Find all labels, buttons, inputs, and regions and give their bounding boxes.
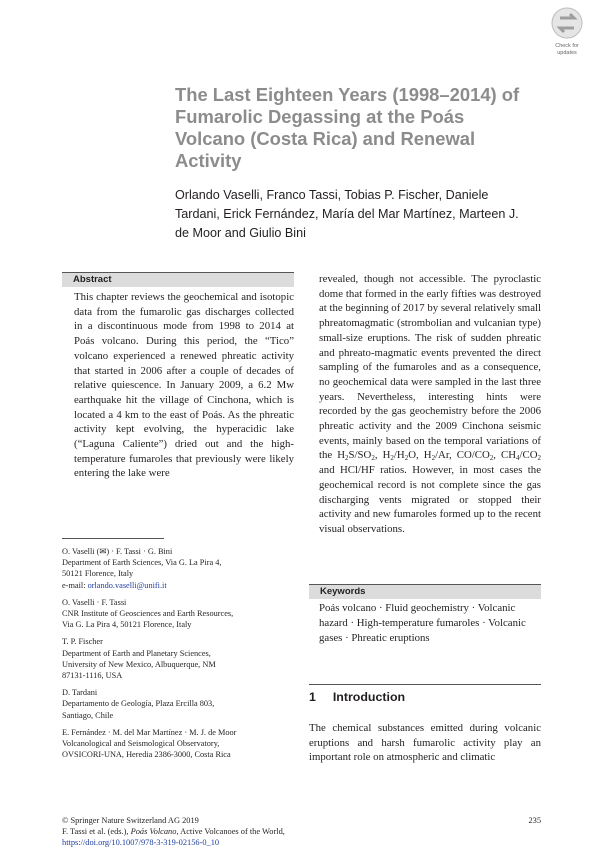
chapter-title: The Last Eighteen Years (1998–2014) of Fumarolic Degassing at the Poás Volcano (Costa Rica) and Renewal Activity xyxy=(175,84,520,171)
affiliation-line: OVSICORI-UNA, Heredia 2386-3000, Costa Rica xyxy=(62,750,231,760)
keywords-label: Keywords xyxy=(309,585,541,599)
affiliation-block-2 xyxy=(62,597,302,631)
affiliation-line: Volcanological and Seismological Observatory, xyxy=(62,739,220,749)
affiliation-block-4 xyxy=(62,687,302,721)
affiliation-authors-2: O. Vaselli · F. Tassi xyxy=(62,597,127,607)
badge-line-2: updates xyxy=(557,49,577,56)
affiliation-line: 50121 Florence, Italy xyxy=(62,569,134,579)
doi-link[interactable]: https://doi.org/10.1007/978-3-319-02156-0_10 xyxy=(62,838,220,848)
affiliation-line: Departamento de Geología, Plaza Ercilla 803, xyxy=(62,699,215,709)
citation xyxy=(62,826,482,837)
copyright: © Springer Nature Switzerland AG 2019 xyxy=(62,816,199,825)
section-heading xyxy=(309,690,405,704)
affiliation-block-3 xyxy=(62,636,302,681)
email-link[interactable]: orlando.vaselli@unifi.it xyxy=(87,580,167,590)
affiliation-line: CNR Institute of Geosciences and Earth Resources, xyxy=(62,609,234,619)
badge-line-1: Check for xyxy=(555,43,579,49)
keywords-list: Poás volcano · Fluid geochemistry · Volcanic hazard · High-temperature fumaroles · Volcanic gases · Phreatic eruptions xyxy=(319,602,526,644)
affiliation-line: University of New Mexico, Albuquerque, NM xyxy=(62,659,216,669)
abstract-right-part-a: revealed, though not accessible. The pyroclastic dome that formed in the early fifties was destroyed at the beginning of 2017 by several relatively small phreatomagmatic (strombolian and vulcanian type) small-size eruptions. The risk of sudden phreatic and phreato-magmatic events prevented the direct sampling of the fumaroles and as a consequence, no geochemical data were sampled in the last three years. Nevertheless, interesting hints were recorded by the gas geochemistry before the 2006 phreatic activity and the 2009 Cinchona seismic events, mainly based on the temporal variations of the xyxy=(319,273,541,462)
affiliation-line: Department of Earth and Planetary Sciences, xyxy=(62,648,211,658)
abstract-text-right: revealed, though not accessible. The pyroclastic dome that formed in the early fifties was destroyed at the beginning of 2017 by several relatively small phreatomagmatic (strombolian and vulcanian type) small-size eruptions. The risk of sudden phreatic and phreato-magmatic events prevented the direct sampling of the fumaroles and as a consequence, no geochemical data were sampled in the last three years. Nevertheless, interesting hints were recorded by the gas geochemistry before the 2006 phreatic activity and the 2009 Cinchona seismic events, mainly based on the temporal variations of the $H_2S/SO_2$, $H_2/H_2O$, $H_2/Ar$, $CO/CO_2$, $CH_4/CO_2$ and HCl/HF ratios. However, in most cases the geochemical record is not complete since the gas discharging vents migrated or stopped their activity and new fumaroles formed up to the recent visual observations. xyxy=(319,273,542,535)
page-number: 235 xyxy=(528,816,541,825)
affiliation-authors-5: E. Fernández · M. del Mar Martínez · M. J. de Moor xyxy=(62,727,237,737)
affiliation-block-5 xyxy=(62,727,302,761)
abstract-label: Abstract xyxy=(62,273,294,287)
affiliation-block-1 xyxy=(62,546,302,591)
citation-book-title: Poás Volcano xyxy=(130,827,177,837)
section-number: 1 xyxy=(309,690,316,704)
affiliation-authors-4: D. Tardani xyxy=(62,688,98,698)
affiliation-line: 87131-1116, USA xyxy=(62,671,123,681)
intro-paragraph: The chemical substances emitted during volcanic eruptions and harsh fumarolic activity play an important role on atmospheric and climatic xyxy=(309,722,541,764)
email-label: e-mail: xyxy=(62,580,88,590)
page-footer xyxy=(62,815,482,849)
affiliation-line: Department of Earth Sciences, Via G. La Pira 4, xyxy=(62,558,222,568)
abstract-right-part-b: ratios. However, in most cases the geochemical record is not complete since the gas discharging vents migrated or stopped their activity and new fumaroles formed up to the recent visual observations. xyxy=(319,464,541,535)
section-title: Introduction xyxy=(332,690,406,704)
affiliation-line: Santiago, Chile xyxy=(62,710,114,720)
footnote-separator xyxy=(62,538,164,539)
author-list: Orlando Vaselli, Franco Tassi, Tobias P. Fischer, Daniele Tardani, Erick Fernández, María del Mar Martínez, Marteen J. de Moor and Giulio Bini xyxy=(175,188,519,240)
affiliations xyxy=(62,546,302,766)
affiliation-line: Via G. La Pira 4, 50121 Florence, Italy xyxy=(62,620,192,630)
citation-series: , Active Volcanoes of the World, xyxy=(176,827,285,837)
check-for-updates-badge[interactable] xyxy=(546,6,588,62)
affiliation-authors-3: T. P. Fischer xyxy=(62,637,103,647)
section-rule xyxy=(309,684,541,685)
abstract-text-left: This chapter reviews the geochemical and isotopic data from the fumarolic gas discharges collected in a discontinuous mode from 1998 to 2014 at Poás volcano. During this period, the “Tico” volcano experienced a renewed phreatic activity that started in 2006 after a couple of decades of relative quiescence. In January 2009, a 6.2 Mw earthquake hit the village of Cinchona, which is located a 4 km to the east of Poás. As the phreatic activity kept evolving, the hyperacidic lake (“Laguna Caliente”) dried out and the high-temperature fumaroles that previously were likely entering the lake were xyxy=(74,291,294,480)
citation-editors: F. Tassi et al. (eds.), xyxy=(62,827,131,837)
affiliation-authors-1: O. Vaselli (✉) · F. Tassi · G. Bini xyxy=(62,547,173,556)
